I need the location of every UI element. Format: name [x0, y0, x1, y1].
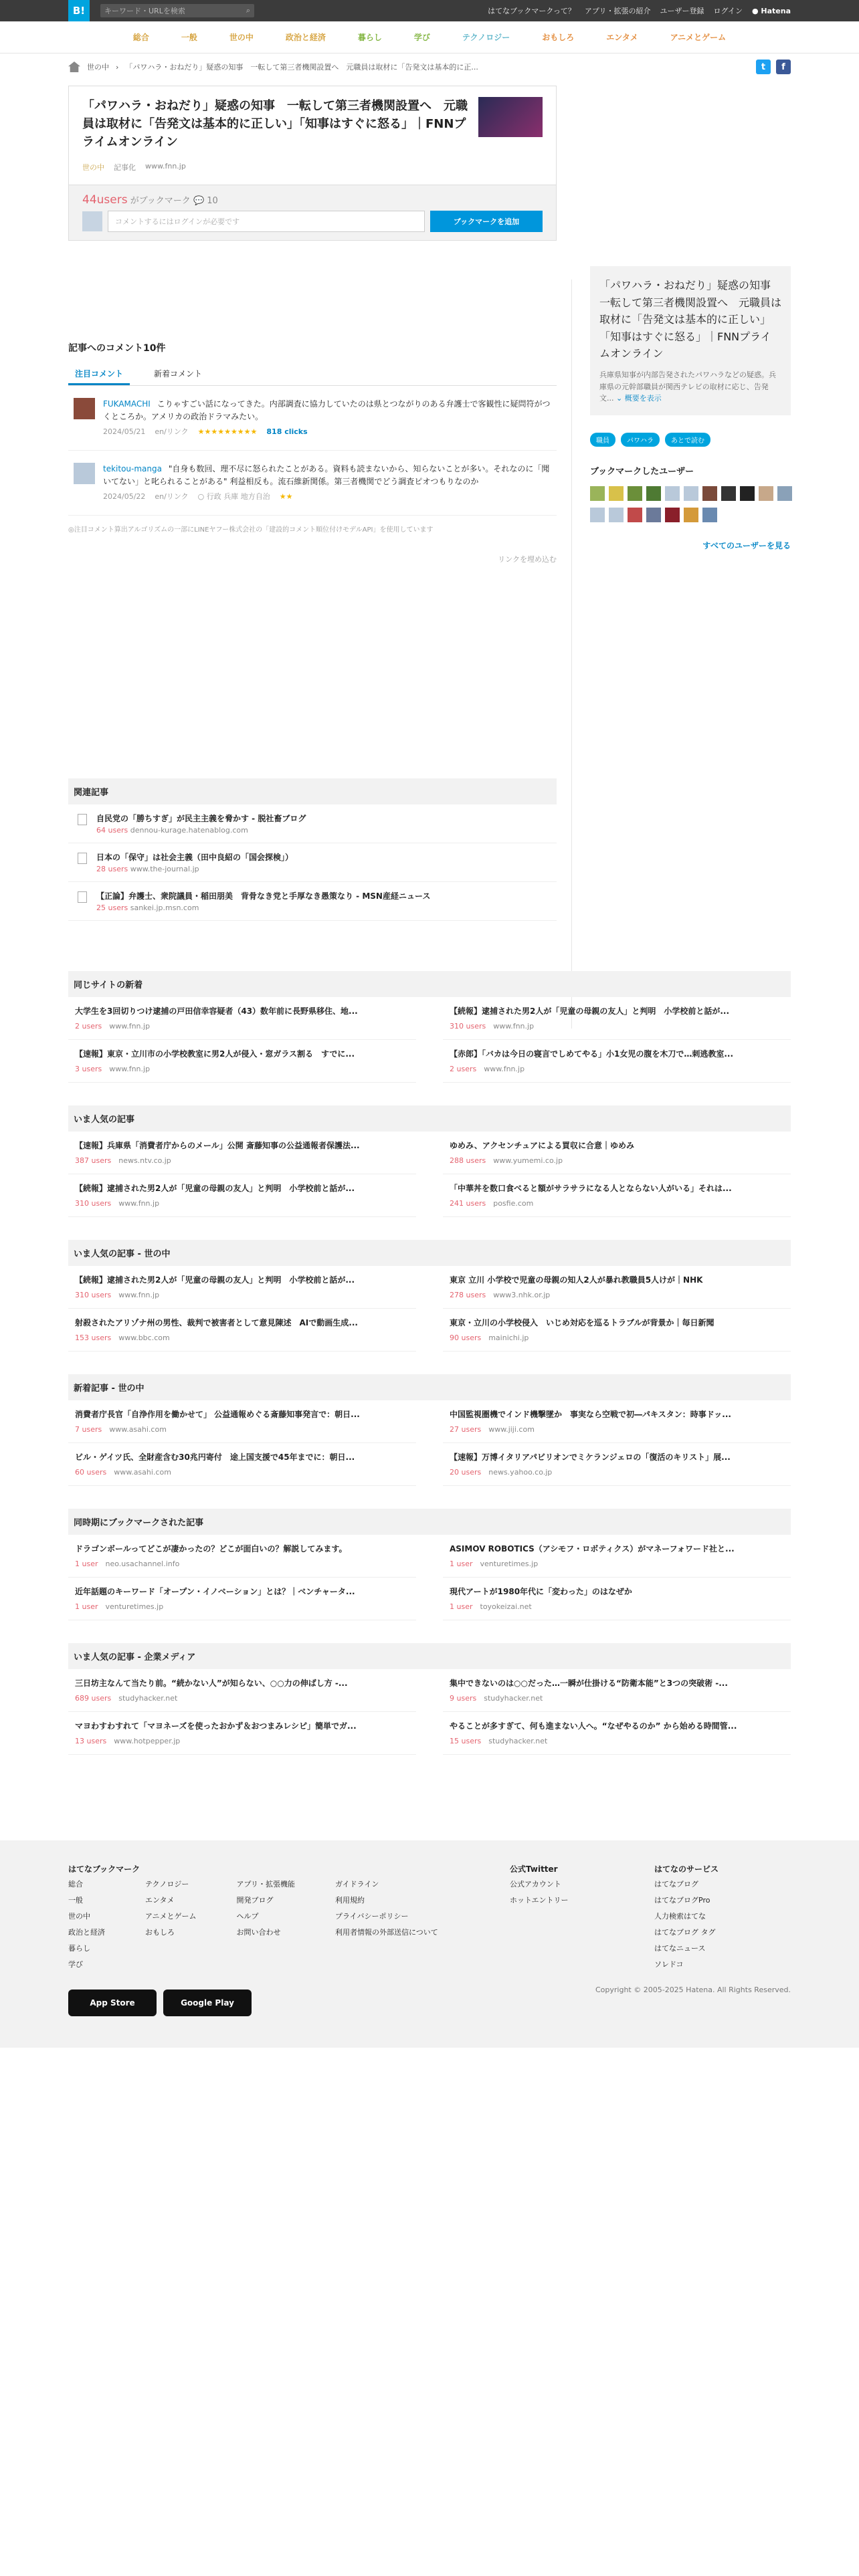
footer-link[interactable]: はてなニュース: [654, 1944, 706, 1953]
article-section: [68, 1105, 791, 1217]
google-play-badge[interactable]: Google Play: [163, 1990, 252, 2016]
article-item[interactable]: [68, 1266, 416, 1309]
related-item-title[interactable]: 【正論】弁護士、衆院議員・稲田朋美 背骨なき党と手厚なき愚策なり - MSN産経ニュース: [96, 891, 431, 901]
comments-title: 記事へのコメント10件: [68, 343, 166, 354]
footer-title: はてなブックマーク: [68, 1864, 140, 1874]
home-icon[interactable]: [68, 62, 80, 72]
footer-link[interactable]: はてなブログ: [654, 1880, 698, 1889]
top-link-about[interactable]: はてなブックマークって？: [488, 7, 575, 15]
article-item[interactable]: [443, 997, 791, 1040]
article-domain[interactable]: www.fnn.jp: [109, 1022, 151, 1031]
article-users[interactable]: 387 users: [75, 1156, 112, 1165]
top-bar: [0, 0, 859, 21]
footer: [0, 1840, 859, 2048]
tag-item[interactable]: 職員: [590, 433, 615, 447]
all-users-link[interactable]: すべてのユーザーを見る: [702, 540, 791, 550]
related-title: 関連記事: [68, 778, 557, 804]
category-nav: [0, 21, 859, 53]
article-title[interactable]: 現代アートが1980年代に「変わった」のはなぜか: [450, 1587, 632, 1596]
related-item-title[interactable]: 自民党の「勝ちすぎ」が民主主義を脅かす - 脱社畜ブログ: [96, 813, 306, 823]
app-store-badge[interactable]: App Store: [68, 1990, 157, 2016]
related-item-domain[interactable]: sankei.jp.msn.com: [130, 903, 199, 912]
article-domain[interactable]: venturetimes.jp: [105, 1602, 164, 1611]
hatena-bookmark-logo[interactable]: B!: [68, 0, 90, 21]
avatar[interactable]: [702, 486, 717, 501]
search-input[interactable]: キーワード・URLを検索: [104, 7, 185, 15]
article-sections: [68, 971, 791, 1778]
avatar[interactable]: [721, 486, 736, 501]
article-domain[interactable]: www3.nhk.or.jp: [493, 1291, 551, 1299]
article-domain[interactable]: www.fnn.jp: [118, 1199, 160, 1208]
footer-link[interactable]: ガイドライン: [335, 1880, 379, 1889]
hatena-logo[interactable]: ● Hatena: [751, 6, 791, 15]
footer-link[interactable]: 利用規約: [335, 1896, 365, 1905]
article-users[interactable]: 278 users: [450, 1291, 486, 1299]
facebook-share-icon[interactable]: f: [776, 60, 791, 74]
breadcrumb-title: 「パワハラ・おねだり」疑惑の知事 一転して第三者機関設置へ 元職員は取材に「告発文は基本的に正...: [125, 63, 478, 72]
search-box[interactable]: [100, 4, 254, 17]
comment-clicks[interactable]: 818 clicks: [266, 427, 308, 437]
section-title: 同じサイトの新着: [68, 971, 791, 997]
article-title[interactable]: 東京 立川 小学校で児童の母親の知人2人が暴れ教職員5人けが｜NHK: [450, 1275, 703, 1285]
footer-link[interactable]: 人力検索はてな: [654, 1912, 706, 1921]
article-domain[interactable]: www.fnn.jp: [484, 1065, 525, 1073]
footer-link[interactable]: テクノロジー: [145, 1880, 189, 1889]
article-item[interactable]: [443, 1132, 791, 1174]
article-item[interactable]: [443, 1266, 791, 1309]
article-section: [68, 1240, 791, 1352]
comment-date[interactable]: 2024/05/22: [103, 492, 146, 502]
article-domain[interactable]: www.jiji.com: [488, 1425, 535, 1434]
article-users[interactable]: 90 users: [450, 1333, 482, 1342]
entry-title[interactable]: 「パワハラ・おねだり」疑惑の知事 一転して第三者機関設置へ 元職員は取材に「告発文は基本的に正しい」「知事はすぐに怒る」｜FNNプライムオンライン: [82, 99, 468, 149]
article-section: [68, 1509, 791, 1620]
avatar[interactable]: [665, 486, 680, 501]
footer-link[interactable]: ヘルプ: [236, 1912, 259, 1921]
article-item[interactable]: [68, 1040, 416, 1083]
footer-link[interactable]: 一般: [68, 1896, 83, 1905]
entry-record-label: 記事化: [114, 163, 136, 172]
article-domain[interactable]: www.fnn.jp: [118, 1291, 160, 1299]
article-domain[interactable]: news.ntv.co.jp: [118, 1156, 171, 1165]
article-domain[interactable]: news.yahoo.co.jp: [488, 1468, 553, 1477]
article-domain[interactable]: www.yumemi.co.jp: [493, 1156, 563, 1165]
section-title: 新着記事 - 世の中: [68, 1374, 791, 1400]
comment-input[interactable]: コメントするにはログインが必要です: [108, 211, 425, 232]
comment-link[interactable]: en/リンク: [155, 492, 189, 502]
article-domain[interactable]: mainichi.jp: [488, 1333, 529, 1342]
article-item[interactable]: [443, 1400, 791, 1443]
footer-link[interactable]: 学び: [68, 1960, 83, 1969]
footer-link[interactable]: 政治と経済: [68, 1928, 105, 1937]
article-title[interactable]: ASIMOV ROBOTICS（アシモフ・ロボティクス）がマネーフォワード社と...: [450, 1544, 735, 1553]
embed-link[interactable]: リンクを埋め込む: [498, 554, 557, 564]
article-domain[interactable]: www.asahi.com: [109, 1425, 167, 1434]
article-title[interactable]: 【赤郎】「バカは今日の寝言でしめてやる」小1女児の腹を木刀で…刺逃教室...: [450, 1049, 734, 1059]
add-bookmark-button[interactable]: ブックマークを追加: [430, 211, 543, 232]
article-users[interactable]: 288 users: [450, 1156, 486, 1165]
article-domain[interactable]: neo.usachannel.info: [105, 1560, 180, 1568]
sidebar-desc: 兵庫県知事が内部告発されたパワハラなどの疑惑。兵庫県の元幹部職員が関西テレビの取材に応じ、告発文...: [599, 370, 776, 403]
comment-stars[interactable]: ★★★★★★★★★: [197, 427, 258, 437]
article-item[interactable]: [443, 1309, 791, 1352]
footer-link[interactable]: はてなブログPro: [654, 1896, 710, 1905]
section-title: いま人気の記事: [68, 1105, 791, 1132]
comment-link[interactable]: en/リンク: [155, 427, 189, 437]
footer-link[interactable]: ソレドコ: [654, 1960, 684, 1969]
article-title[interactable]: 中国監視圏機でインド機撃墜か 事実なら空戦で初―パキスタン：時事ドッ...: [450, 1410, 731, 1419]
article-item[interactable]: [443, 1040, 791, 1083]
comment-tags[interactable]: ○ 行政 兵庫 地方自治: [197, 492, 270, 502]
article-users[interactable]: 27 users: [450, 1425, 482, 1434]
tag-list: [590, 433, 791, 447]
comment-item: [68, 451, 557, 516]
article-users[interactable]: 60 users: [75, 1468, 107, 1477]
sidebar-title[interactable]: 「パワハラ・おねだり」疑惑の知事 一転して第三者機関設置へ 元職員は取材に「告発文は基本的に正しい」「知事はすぐに怒る」｜FNNプライムオンライン: [599, 279, 782, 360]
article-users[interactable]: 1 user: [75, 1560, 98, 1568]
copyright: Copyright © 2005-2025 Hatena. All Rights Reserved.: [595, 1985, 791, 1994]
article-users[interactable]: 9 users: [450, 1694, 477, 1703]
article-item[interactable]: [443, 1669, 791, 1712]
article-users[interactable]: 241 users: [450, 1199, 486, 1208]
section-title: 同時期にブックマークされた記事: [68, 1509, 791, 1535]
article-domain[interactable]: www.fnn.jp: [109, 1065, 151, 1073]
footer-link[interactable]: 総合: [68, 1880, 83, 1889]
article-item[interactable]: [68, 1400, 416, 1443]
avatar[interactable]: [740, 486, 755, 501]
entry-category[interactable]: 世の中: [82, 163, 104, 172]
search-icon[interactable]: ⌕: [246, 6, 250, 15]
article-item[interactable]: [68, 1174, 416, 1217]
article-title[interactable]: 「中華丼を数口食べると額がサラサラになる人とならない人がいる」それは...: [450, 1184, 732, 1193]
avatar[interactable]: [590, 508, 605, 522]
comment-text: "自身も数回、理不尽に怒られたことがある。資料も読まないから、知らないことが多い。それなのに「聞いてない」と叱られることがある" 利益相反も。流石維新関係。第三者機関でどう調査ピオつもりなのか: [103, 463, 550, 487]
hatena-logo-text: Hatena: [761, 6, 791, 15]
avatar[interactable]: [628, 486, 642, 501]
article-title[interactable]: 射殺されたアリゾナ州の男性、裁判で被害者として意見陳述 AIで動画生成...: [75, 1318, 358, 1327]
footer-link[interactable]: 開発ブログ: [236, 1896, 274, 1905]
article-item[interactable]: [68, 1669, 416, 1712]
footer-link[interactable]: はてなブログ タグ: [654, 1928, 716, 1937]
article-domain[interactable]: www.bbc.com: [118, 1333, 170, 1342]
article-title[interactable]: 大学生を3回切りつけ逮捕の戸田信幸容疑者（43）数年前に長野県移住、地...: [75, 1006, 358, 1016]
article-users[interactable]: 689 users: [75, 1694, 112, 1703]
top-link-apps[interactable]: アプリ・拡張の紹介: [584, 7, 651, 15]
article-section: [68, 971, 791, 1083]
comment-tabs: [68, 364, 557, 386]
chevron-down-icon[interactable]: ⌄: [616, 394, 623, 403]
article-users[interactable]: 2 users: [450, 1065, 477, 1073]
avatar[interactable]: [759, 486, 773, 501]
avatar[interactable]: [646, 508, 661, 522]
article-title[interactable]: 【続報】逮捕された男2人が「児童の母親の友人」と判明 小学校前と話が...: [75, 1184, 355, 1193]
avatar[interactable]: [74, 463, 95, 484]
section-title: いま人気の記事 - 世の中: [68, 1240, 791, 1266]
comment-user[interactable]: FUKAMACHI: [103, 399, 151, 409]
comment-item: [68, 386, 557, 451]
article-domain[interactable]: venturetimes.jp: [480, 1560, 539, 1568]
related-item[interactable]: [68, 882, 557, 921]
category-nav-item[interactable]: アニメとゲーム: [670, 33, 727, 42]
related-articles: [68, 778, 557, 921]
article-title[interactable]: 消費者庁長官「自浄作用を働かせて」 公益通報めぐる斎藤知事発言で：朝日...: [75, 1410, 360, 1419]
article-users[interactable]: 15 users: [450, 1737, 482, 1745]
comment-icon: 💬: [193, 196, 205, 206]
comment-algorithm-note: ◎注目コメント算出アルゴリズムの一部にLINEヤフー株式会社の「建設的コメント順位付けモデルAPI」を使用しています: [68, 526, 434, 534]
section-title: いま人気の記事 - 企業メディア: [68, 1643, 791, 1669]
document-icon: [78, 853, 87, 864]
tab-popular-comments[interactable]: 注目コメント: [68, 364, 130, 385]
article-title[interactable]: 東京・立川の小学校侵入 いじめ対応を巡るトラブルが背景か｜毎日新聞: [450, 1318, 714, 1327]
top-link-login[interactable]: ログイン: [713, 7, 743, 15]
avatar[interactable]: [777, 486, 792, 501]
article-item[interactable]: [68, 1309, 416, 1352]
avatar[interactable]: [702, 508, 717, 522]
article-title[interactable]: 近年話題のキーワード「オープン・イノベーション」とは？｜ベンチャータ...: [75, 1587, 355, 1596]
avatar[interactable]: [665, 508, 680, 522]
comment-user[interactable]: tekitou-manga: [103, 463, 162, 473]
article-users[interactable]: 7 users: [75, 1425, 102, 1434]
footer-link[interactable]: 暮らし: [68, 1944, 90, 1953]
article-domain[interactable]: studyhacker.net: [118, 1694, 178, 1703]
breadcrumb-separator: ›: [116, 62, 119, 72]
show-summary-link[interactable]: 概要を表示: [624, 394, 662, 403]
article-item[interactable]: [443, 1535, 791, 1578]
article-item[interactable]: [443, 1174, 791, 1217]
avatar[interactable]: [684, 486, 698, 501]
category-nav-item[interactable]: 暮らし: [357, 33, 382, 42]
footer-link[interactable]: プライバシーポリシー: [335, 1912, 409, 1921]
article-title[interactable]: やることが多すぎて、何も進まない人へ。“なぜやるのか” から始める時間管...: [450, 1721, 737, 1731]
bookmark-users-count[interactable]: 44users: [82, 193, 128, 207]
article-section: [68, 1643, 791, 1755]
article-users[interactable]: 1 user: [75, 1602, 98, 1611]
category-nav-item[interactable]: 一般: [181, 33, 197, 42]
document-icon: [78, 891, 87, 903]
article-item[interactable]: [68, 1535, 416, 1578]
article-item[interactable]: [68, 1443, 416, 1486]
footer-link[interactable]: ホットエントリー: [510, 1896, 569, 1905]
article-domain[interactable]: toyokeizai.net: [480, 1602, 532, 1611]
article-item[interactable]: [443, 1712, 791, 1755]
tag-item[interactable]: あとで読む: [665, 433, 710, 447]
related-item[interactable]: [68, 804, 557, 843]
tag-item[interactable]: パワハラ: [621, 433, 660, 447]
article-title[interactable]: 三日坊主なんて当たり前。“続かない人”が知らない、○○力の伸ばし方 -...: [75, 1679, 348, 1688]
footer-link[interactable]: 世の中: [68, 1912, 90, 1921]
twitter-share-icon[interactable]: t: [756, 60, 771, 74]
category-nav-item[interactable]: テクノロジー: [462, 33, 510, 42]
related-item-users[interactable]: 28 users: [96, 864, 128, 873]
article-users[interactable]: 1 user: [450, 1560, 473, 1568]
category-nav-item[interactable]: おもしろ: [542, 33, 575, 42]
article-title[interactable]: 【速報】兵庫県「消費者庁からのメール」公開 斎藤知事の公益通報者保護法...: [75, 1141, 360, 1150]
avatar[interactable]: [74, 398, 95, 419]
footer-link[interactable]: お問い合わせ: [236, 1928, 281, 1937]
related-item-domain[interactable]: dennou-kurage.hatenablog.com: [130, 825, 248, 835]
footer-link[interactable]: アプリ・拡張機能: [236, 1880, 296, 1889]
comment-text: こりゃすごい話になってきた。内部調査に協力していたのは県とつながりのある弁護士で客観性に疑問符がつくところか。アメリカの政治ドラマみたい。: [103, 399, 551, 422]
category-nav-item[interactable]: 総合: [132, 33, 149, 42]
tab-new-comments[interactable]: 新着コメント: [154, 369, 203, 379]
article-title[interactable]: ビル・ゲイツ氏、全財産含む30兆円寄付 途上国支援で45年までに：朝日...: [75, 1453, 355, 1462]
avatar[interactable]: [684, 508, 698, 522]
article-users[interactable]: 310 users: [75, 1291, 112, 1299]
entry-box: [68, 86, 557, 241]
related-item[interactable]: [68, 843, 557, 882]
article-domain[interactable]: www.asahi.com: [114, 1468, 171, 1477]
article-title[interactable]: 【続報】逮捕された男2人が「児童の母親の友人」と判明 小学校前と話が...: [450, 1006, 730, 1016]
footer-link[interactable]: エンタメ: [145, 1896, 175, 1905]
article-title[interactable]: ゆめみ、アクセンチュアによる買収に合意｜ゆめみ: [450, 1141, 635, 1150]
related-item-domain[interactable]: www.the-journal.jp: [130, 864, 199, 873]
article-title[interactable]: 集中できないのは○○だった…一瞬が仕掛ける“防衛本能”と3つの突破術 -...: [450, 1679, 728, 1688]
sidebar-summary: [590, 266, 791, 415]
breadcrumb-category[interactable]: 世の中: [87, 63, 109, 72]
comment-count: 10: [207, 196, 218, 206]
bookmark-user-grid: [590, 486, 791, 522]
category-nav-item[interactable]: エンタメ: [606, 33, 638, 42]
avatar[interactable]: [646, 486, 661, 501]
article-title[interactable]: マヨわすわすれて「マヨネーズを使ったおかず＆おつまみレシピ」簡単でガ...: [75, 1721, 357, 1731]
avatar[interactable]: [609, 486, 624, 501]
article-item[interactable]: [68, 1132, 416, 1174]
article-users[interactable]: 153 users: [75, 1333, 112, 1342]
related-item-users[interactable]: 25 users: [96, 903, 128, 912]
article-domain[interactable]: www.hotpepper.jp: [114, 1737, 181, 1745]
comment-stars[interactable]: ★★: [279, 492, 293, 502]
article-domain[interactable]: studyhacker.net: [484, 1694, 543, 1703]
article-title[interactable]: 【続報】逮捕された男2人が「児童の母親の友人」と判明 小学校前と話が...: [75, 1275, 355, 1285]
related-item-users[interactable]: 64 users: [96, 825, 128, 835]
article-item[interactable]: [443, 1443, 791, 1486]
article-title[interactable]: 【速報】東京・立川市の小学校教室に男2人が侵入・窓ガラス割る すでに...: [75, 1049, 355, 1059]
footer-twitter-title: 公式Twitter: [510, 1864, 558, 1874]
footer-link[interactable]: 利用者情報の外部送信について: [335, 1928, 438, 1937]
article-users[interactable]: 310 users: [450, 1022, 486, 1031]
column-divider: [571, 280, 572, 1029]
bookmark-users-title: ブックマークしたユーザー: [590, 466, 694, 477]
avatar[interactable]: [590, 486, 605, 501]
article-item[interactable]: [68, 1578, 416, 1620]
article-domain[interactable]: www.fnn.jp: [493, 1022, 535, 1031]
article-users[interactable]: 2 users: [75, 1022, 102, 1031]
top-link-register[interactable]: ユーザー登録: [660, 7, 704, 15]
article-item[interactable]: [68, 1712, 416, 1755]
category-nav-item[interactable]: 政治と経済: [285, 33, 326, 42]
footer-services-title: はてなのサービス: [654, 1864, 719, 1874]
bookmarked-label: がブックマーク: [130, 196, 191, 206]
article-users[interactable]: 3 users: [75, 1065, 102, 1073]
avatar[interactable]: [609, 508, 624, 522]
footer-link[interactable]: 公式アカウント: [510, 1880, 561, 1889]
article-domain[interactable]: studyhacker.net: [488, 1737, 548, 1745]
entry-domain[interactable]: www.fnn.jp: [145, 162, 186, 171]
sidebar: [590, 266, 791, 551]
article-domain[interactable]: posfie.com: [493, 1199, 534, 1208]
entry-thumbnail[interactable]: [478, 97, 543, 137]
breadcrumb: [0, 53, 859, 80]
category-nav-item[interactable]: 世の中: [229, 33, 254, 42]
footer-link[interactable]: おもしろ: [145, 1928, 175, 1937]
document-icon: [78, 814, 87, 825]
avatar: [82, 211, 102, 231]
article-title[interactable]: ドラゴンボールってどこが凄かったの？どこが面白いの？解説してみます。: [75, 1544, 347, 1553]
article-section: [68, 1374, 791, 1486]
article-item[interactable]: [443, 1578, 791, 1620]
comment-date[interactable]: 2024/05/21: [103, 427, 146, 437]
article-item[interactable]: [68, 997, 416, 1040]
related-item-title[interactable]: 日本の「保守」は社会主義（田中良紹の「国会探検」）: [96, 852, 294, 862]
article-users[interactable]: 310 users: [75, 1199, 112, 1208]
article-users[interactable]: 20 users: [450, 1468, 482, 1477]
article-title[interactable]: 【速報】万博イタリアパビリオンでミケランジェロの「復活のキリスト」展...: [450, 1453, 731, 1462]
article-users[interactable]: 13 users: [75, 1737, 107, 1745]
article-users[interactable]: 1 user: [450, 1602, 473, 1611]
category-nav-item[interactable]: 学び: [413, 33, 430, 42]
footer-link[interactable]: アニメとゲーム: [145, 1912, 197, 1921]
avatar[interactable]: [628, 508, 642, 522]
